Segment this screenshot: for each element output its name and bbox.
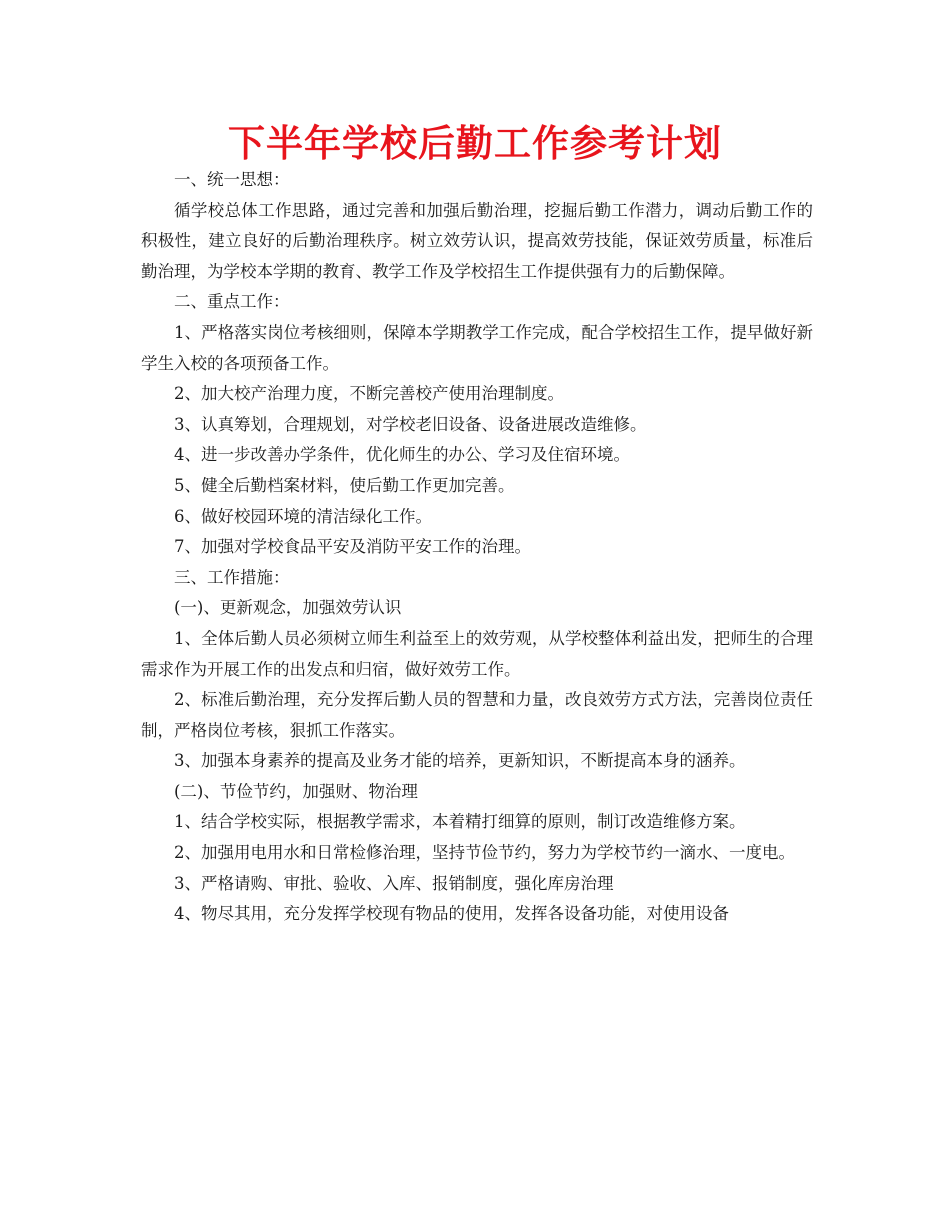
list-item: 1、严格落实岗位考核细则，保障本学期教学工作完成，配合学校招生工作，提早做好新学生入校的各项预备工作。 [141,322,813,373]
list-item: 1、全体后勤人员必须树立师生利益至上的效劳观，从学校整体利益出发，把师生的合理需求作为开展工作的出发点和归宿，做好效劳工作。 [141,628,813,679]
list-item: 3、认真筹划，合理规划，对学校老旧设备、设备进展改造维修。 [174,414,647,434]
list-item: 2、加大校产治理力度，不断完善校产使用治理制度。 [174,384,564,404]
list-item: 5、健全后勤档案材料，使后勤工作更加完善。 [174,475,515,495]
subsection-heading-2: (二)、节俭节约，加强财、物治理 [174,781,418,801]
list-item: 4、物尽其用，充分发挥学校现有物品的使用，发挥各设备功能，对使用设备 [174,904,729,924]
list-item: 2、标准后勤治理，充分发挥后勤人员的智慧和力量，改良效劳方式方法，完善岗位责任制，严格岗位考核，狠抓工作落实。 [141,690,813,740]
section-heading-1: 一、统一思想： [174,170,290,189]
list-item: 1、结合学校实际，根据教学需求，本着精打细算的原则，制订改造维修方案。 [174,812,746,832]
list-item: 7、加强对学校食品平安及消防平安工作的治理。 [174,537,531,557]
list-item: 3、加强本身素养的提高及业务才能的培养，更新知识，不断提高本身的涵养。 [174,751,746,771]
document-body [141,165,813,930]
paragraph: 循学校总体工作思路，通过完善和加强后勤治理，挖掘后勤工作潜力，调动后勤工作的积极性，建立良好的后勤治理秩序。树立效劳认识，提高效劳技能，保证效劳质量，标准后勤治理，为学校本学期的教育、教学工作及学校招生工作提供强有力的后勤保障。 [141,200,813,281]
section-heading-2: 二、重点工作： [174,292,290,312]
list-item: 2、加强用电用水和日常检修治理，坚持节俭节约，努力为学校节约一滴水、一度电。 [174,843,795,863]
subsection-heading-1: (一)、更新观念，加强效劳认识 [174,598,402,618]
list-item: 4、进一步改善办学条件，优化师生的办公、学习及住宿环境。 [174,445,630,465]
list-item: 6、做好校园环境的清洁绿化工作。 [174,506,432,526]
list-item: 3、严格请购、审批、验收、入库、报销制度，强化库房治理 [174,873,614,893]
section-heading-3: 三、工作措施： [174,567,290,587]
document-title: 下半年学校后勤工作参考计划 [228,122,722,165]
